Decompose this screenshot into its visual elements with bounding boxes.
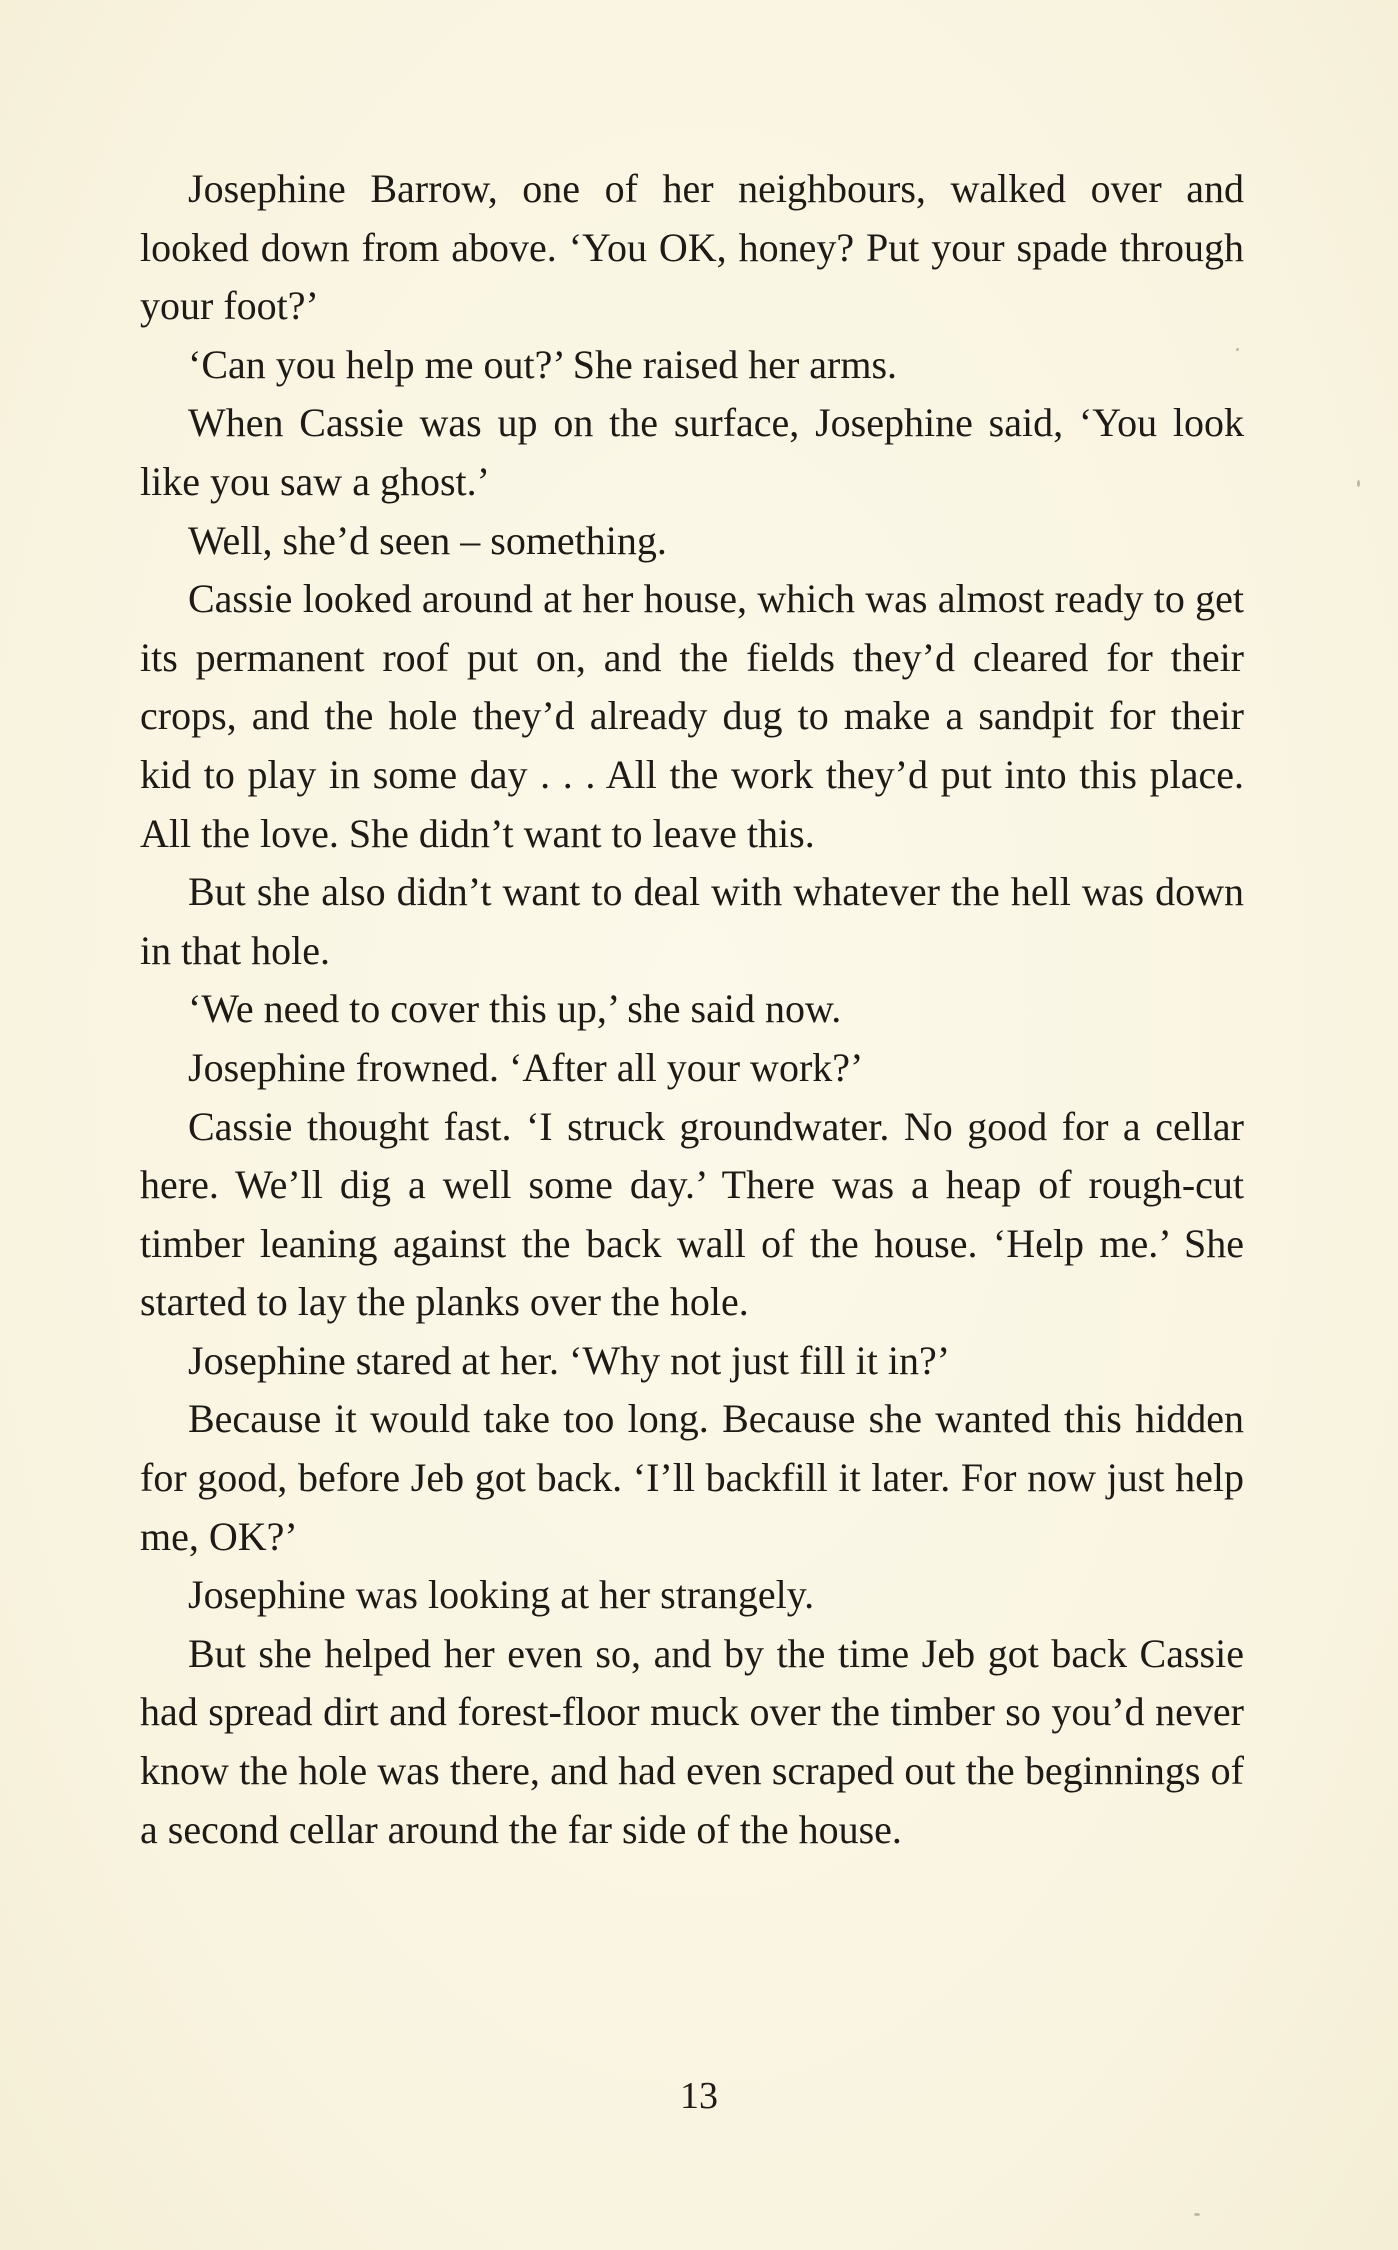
paragraph: Because it would take too long. Because she wanted this hidden for good, before Jeb got back. ‘I’ll backfill it later. For now just help me, OK?’ <box>140 1396 1244 1559</box>
paragraph: Josephine Barrow, one of her neighbours, walked over and looked down from above. ‘You OK, honey? Put your spade through your foot?’ <box>140 166 1244 329</box>
paragraph: Josephine stared at her. ‘Why not just fill it in?’ <box>188 1337 951 1383</box>
paragraph: Cassie looked around at her house, which was almost ready to get its permanent roof put on, and the fields they’d cleared for their crops, and the hole they’d already dug to make a sandpit for their kid to play in some day . . . All the work they’d put into this place. All the love. She didn’t want to leave this. <box>140 576 1244 856</box>
paragraph: But she also didn’t want to deal with whatever the hell was down in that hole. <box>140 869 1244 973</box>
paragraph: ‘Can you help me out?’ She raised her arms. <box>188 341 898 387</box>
body-text <box>140 160 1244 1859</box>
paragraph: But she helped her even so, and by the time Jeb got back Cassie had spread dirt and forest-floor muck over the timber so you’d never know the hole was there, and had even scraped out the beginnings of a second cellar around the far side of the house. <box>140 1630 1244 1852</box>
paper-speck <box>1357 480 1360 487</box>
paper-speck <box>1194 2213 1200 2216</box>
paragraph: Josephine was looking at her strangely. <box>188 1572 815 1618</box>
page-number: 13 <box>680 2075 718 2117</box>
paragraph: Cassie thought fast. ‘I struck groundwater. No good for a cellar here. We’ll dig a well some day.’ There was a heap of rough-cut timber leaning against the back wall of the house. ‘Help me.’ She started to lay the planks over the hole. <box>140 1103 1244 1325</box>
paragraph: When Cassie was up on the surface, Josephine said, ‘You look like you saw a ghost.’ <box>140 400 1244 504</box>
paragraph: Well, she’d seen – something. <box>188 517 667 563</box>
paragraph: ‘We need to cover this up,’ she said now. <box>188 986 842 1032</box>
paragraph: Josephine frowned. ‘After all your work?’ <box>188 1044 864 1090</box>
paper-speck <box>1236 348 1239 351</box>
